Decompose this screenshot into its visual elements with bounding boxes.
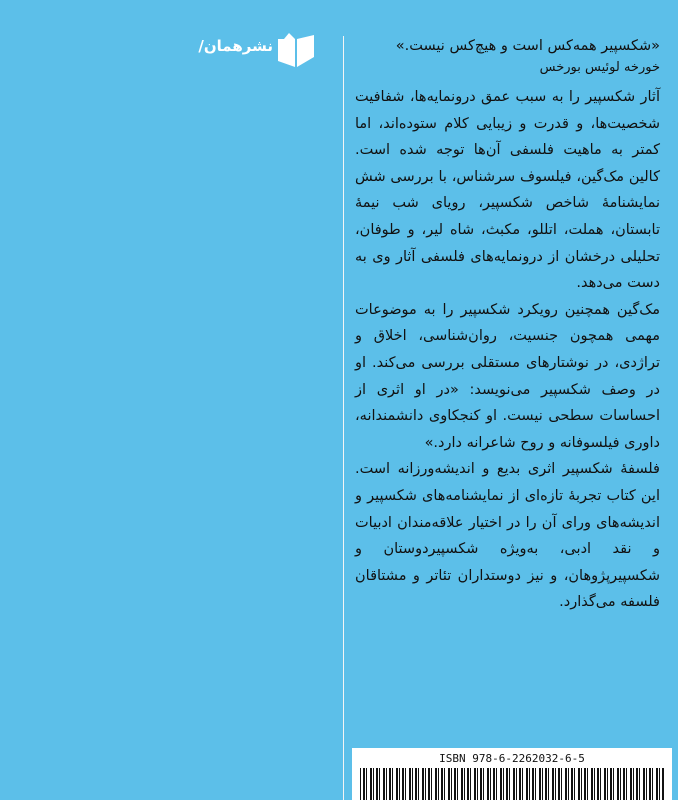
barcode-bars: [360, 768, 664, 800]
publisher-logo: [167, 29, 317, 75]
publisher-name: نشرهمان/: [198, 37, 273, 55]
paragraph: آثار شکسپیر را به سبب عمق درونمایه‌ها، شفافیت شخصیت‌ها، و قدرت و زیبایی کلام ستوده‌اند، اما کمتر به ماهیت فلسفی آن‌ها توجه شده است. کالین مک‌گین، فیلسوف سرشناس، با بررسی شش نمایشنامهٔ شاخص شکسپیر، رویای شب نیمهٔ تابستان، هملت، اتللو، مکبث، شاه لیر، و طوفان، تحلیلی درخشان از درونمایه‌های فلسفی آثار وی به دست می‌دهد.: [355, 89, 660, 292]
barcode-label: [352, 748, 672, 800]
paragraph: فلسفهٔ شکسپیر اثری بدیع و اندیشه‌ورزانه است. این کتاب تجربهٔ تازه‌ای از نمایشنامه‌های شکسپیر و اندیشه‌های ورای آن را در اختیار علاقه‌مندان ادبیات و نقد ادبی، به‌ویژه شکسپیردوستان و شکسپیرپژوهان، و نیز دوستداران تئاتر و مشتاقان فلسفه می‌گذارد.: [355, 461, 660, 611]
blurb: [355, 36, 660, 616]
divider-line: [343, 36, 344, 800]
epigraph-quote: «شکسپیر همه‌کس است و هیچ‌کس نیست.»: [395, 38, 660, 54]
paragraph: مک‌گین همچنین رویکرد شکسپیر را به موضوعات مهمی همچون جنسیت، روان‌شناسی، اخلاق و تراژدی، در نوشتارهای مستقلی بررسی می‌کند. او در وصف شکسپیر می‌نویسد: «در او اثری از احساسات سطحی نیست. او کنجکاوی دانشمندانه، داوری فیلسوفانه و روح شاعرانه دارد.»: [355, 301, 660, 451]
epigraph-author: خورخه لوئیس بورخس: [539, 60, 660, 75]
isbn-number: ISBN 978-6-2262032-6-5: [439, 752, 585, 765]
open-book-icon: [275, 31, 317, 73]
